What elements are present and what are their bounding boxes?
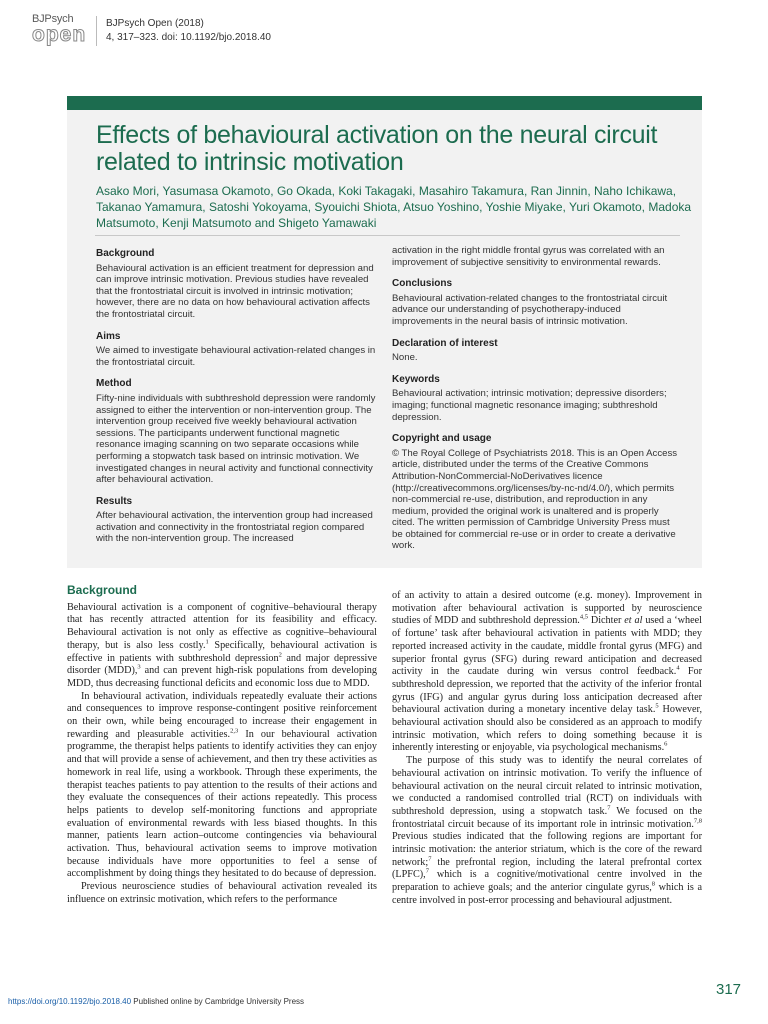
abstract-background-heading: Background — [96, 248, 155, 259]
abstract-interest-text: None. — [392, 352, 418, 364]
abstract-left-column — [96, 248, 380, 555]
journal-year: (2018) — [174, 18, 204, 29]
journal-citation — [106, 17, 271, 45]
body-paragraph: In behavioural activation, individuals repeatedly evaluate their actions and consequences to improve response-contingent positive reinforcement on their own, while being encouraged to increase their engagement in rewarding and pleasurable activities.$^{2,3}$ In our behavioural activation programme, the therapist helps patients to identify activities they can enjoy and that will provide a sense of achievement, and then try these activities as homework in real life, using a workbook. Through these experiments, the therapist teaches patients to pay attention to the results of their actions and they evaluate the consequences of their actions repeatedly. This process helps patients to develop self-monitoring functions and appropriate evaluation of environmental rewards with less biased thoughts. In this manner, patients learn action–outcome contingencies via behavioural activation. Thus, behavioural activation seems to improve motivation because individuals have more opportunities to feel a sense of accomplishment by doing things they hesitated to do because of depression. — [67, 690, 377, 880]
logo-top-text: BJPsych — [32, 13, 74, 25]
abstract-method-text: Fifty-nine individuals with subthreshold depression were randomly assigned to either the intervention or non-intervention group. The intervention group received five weekly behavioural activation sessions. The participants underwent functional magnetic resonance imaging scanning on two separate occasions while performing a stopwatch task based on intrinsic motivation. We investigated changes in neural activity and functional connectivity after behavioural activation. — [96, 392, 376, 486]
header-divider — [96, 16, 97, 46]
body-right-column — [392, 590, 702, 908]
published-note: Published online by Cambridge University Press — [131, 997, 305, 1006]
abstract-interest-heading: Declaration of interest — [392, 337, 498, 349]
abstract-results-text: After behavioural activation, the intervention group had increased activation and connectivity in the frontostriatal region compared with the non-intervention group. The increased — [96, 510, 373, 545]
journal-name: BJPsych Open — [106, 18, 173, 29]
page-number: 317 — [716, 981, 742, 998]
body-paragraph: of an activity to attain a desired outcome (e.g. money). Improvement in motivation after behavioural activation is supported by neuroscience studies of MDD and subthreshold depression.$^{4,5}$ Dichter et al used a ‘wheel of fortune’ task after behavioural activation in patients with MDD; they reported increased activity in the caudate, middle frontal gyrus (MFG) and superior frontal gyrus (SFG) during reward anticipation and decreased activity in the caudate during win versus control feedback.$^4$ For subthreshold depression, we reported that the activity of the inferior frontal gyrus (IFG) and angular gyrus during loss anticipation decreased after behavioural activation during a monetary incentive delay task.$^5$ However, behavioural activation should also be considered as an approach to modify intrinsic motivation, which refers to doing something because it is inherently interesting or enjoyable, via psychological mechanisms.$^6$ — [392, 590, 702, 754]
footer-doi — [8, 997, 304, 1006]
abstract-method-heading: Method — [96, 378, 132, 390]
abstract-right-column — [392, 245, 678, 562]
journal-logo — [32, 14, 90, 48]
abstract-divider — [95, 235, 680, 236]
abstract-aims-text: We aimed to investigate behavioural activation-related changes in the frontostriatal circuit. — [96, 345, 376, 368]
body-paragraph: The purpose of this study was to identify the neural correlates of behavioural activation on intrinsic motivation. To verify the influence of behavioural activation on the neural circuit related to intrinsic motivation, we conducted a randomised controlled trial (RCT) on individuals with subthreshold depression, using a stopwatch task.$^7$ We focused on the frontostriatal circuit because of its important role in intrinsic motivation.$^{7,8}$ Previous studies indicated that the following regions are important for intrinsic motivation: the anterior striatum, which is the core of the reward network;$^7$ the prefrontal region, including the lateral prefrontal cortex (LPFC),$^7$ which is a cognitive/motivational centre involved in the preparation to achieve goals; and the anterior cingulate gyrus,$^8$ which is a centre involved in post-error processing and behavioural adjustment. — [392, 755, 702, 906]
body-paragraph: Behavioural activation is a component of cognitive–behavioural therapy that has recently attracted attention for its feasibility and efficacy. Behavioural activation is not only as effective as cognitive–behavioural therapy, but is also less costly.$^1$ Specifically, behavioural activation is effective in patients with subthreshold depression$^2$ and major depressive disorder (MDD),$^3$ and can prevent high-risk populations from developing MDD, thus decreasing functional deficits and economic loss due to MDD. — [67, 601, 378, 689]
logo-bottom-text: open — [32, 23, 87, 46]
body-left-column — [67, 584, 377, 907]
abstract-conclusions-heading: Conclusions — [392, 278, 453, 290]
citation-doi: 4, 317–323. doi: 10.1192/bjo.2018.40 — [106, 32, 271, 43]
doi-link[interactable]: https://doi.org/10.1192/bjo.2018.40 — [8, 997, 132, 1006]
author-list: Asako Mori, Yasumasa Okamoto, Go Okada, Koki Takagaki, Masahiro Takamura, Ran Jinnin, Naho Ichikawa, Takanao Yamamura, Satoshi Yokoyama, Syouichi Shiota, Atsuo Yoshino, Yoshie Miyake, Yuri Okamoto, Madoka Matsumoto, Kenji Matsumoto and Shigeto Yamawaki — [96, 184, 692, 230]
abstract-aims-heading: Aims — [96, 330, 121, 342]
abstract-conclusions-text: Behavioural activation-related changes to the frontostriatal circuit advance our understanding of psychotherapy-induced improvements in the neural basis of intrinsic motivation. — [392, 292, 668, 327]
abstract-keywords-heading: Keywords — [392, 373, 440, 385]
abstract-background-text: Behavioural activation is an efficient treatment for depression and can improve intrinsic motivation. Previous studies have revealed that the frontostriatal circuit is involved in intrinsic motivation; however, there are no data on how behavioural activation affects the frontostriatal circuit. — [96, 262, 374, 320]
abstract-keywords-text: Behavioural activation; intrinsic motivation; depressive disorders; imaging; functional magnetic resonance imaging; subthreshold depression. — [392, 388, 667, 423]
abstract-results-continued: activation in the right middle frontal gyrus was correlated with an improvement of subjective sensitivity to environmental rewards. — [392, 245, 665, 268]
abstract-copyright-heading: Copyright and usage — [392, 433, 492, 445]
article-title: Effects of behavioural activation on the neural circuit related to intrinsic motivation — [96, 121, 658, 176]
abstract-copyright-text: © The Royal College of Psychiatrists 2018. This is an Open Access article, distributed under the terms of the Creative Commons Attribution-NonCommercial-NoDerivatives licence (http://creativecommons.org/licenses/by-nc-nd/4.0/), which permits non-commercial re-use, distribution, and reproduction in any medium, provided the original work is unaltered and is properly cited. The written permission of Cambridge University Press must be obtained for commercial re-use or in order to create a derivative work. — [392, 447, 678, 552]
section-heading-background: Background — [67, 583, 138, 597]
abstract-results-heading: Results — [96, 495, 133, 507]
body-paragraph: Previous neuroscience studies of behavioural activation revealed its influence on extrinsic motivation, which refers to the performance — [67, 881, 377, 905]
